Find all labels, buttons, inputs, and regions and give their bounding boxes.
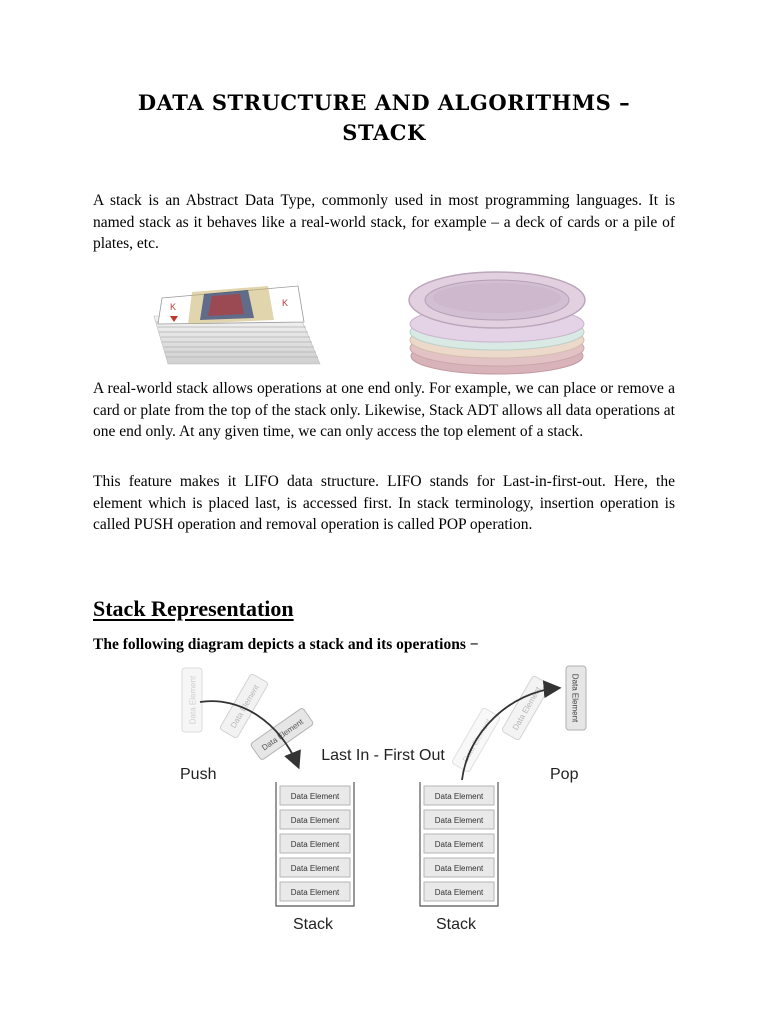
pop-element-3-label: Data Element [570, 673, 580, 723]
section-heading: Stack Representation [93, 596, 294, 621]
pile-of-plates-image [408, 270, 586, 376]
svg-text:Data Element: Data Element [290, 816, 340, 825]
pop-stack-element-3 [424, 834, 494, 853]
plates [409, 272, 585, 374]
pop-stack-element-4 [424, 858, 494, 877]
svg-text:Data Element: Data Element [290, 840, 340, 849]
svg-text:Data Element: Data Element [434, 840, 484, 849]
top-card-king [158, 286, 304, 324]
svg-text:Data Element: Data Element [434, 816, 484, 825]
document-title [80, 88, 688, 148]
push-stack-element-1 [280, 786, 350, 805]
pop-stack-label: Stack [435, 916, 477, 933]
pop-element-1-label: Data Element [460, 717, 493, 764]
svg-text:Data Element: Data Element [434, 864, 484, 873]
push-label: Push [180, 766, 217, 783]
pop-stack [420, 782, 498, 933]
lifo-paragraph: This feature makes it LIFO data structure. LIFO stands for Last-in-first-out. Here, the element which is placed last, is accessed first. In stack terminology, insertion operation is called PUSH operation and removal operation is called POP operation. [93, 473, 675, 533]
svg-text:Data Element: Data Element [434, 792, 484, 801]
diagram-caption: The following diagram depicts a stack and its operations − [93, 636, 479, 653]
pop-stack-element-2 [424, 810, 494, 829]
svg-text:Data Element: Data Element [290, 792, 340, 801]
push-stack [276, 782, 354, 933]
title-line-1: DATA STRUCTURE AND ALGORITHMS – [137, 90, 631, 115]
push-stack-element-2 [280, 810, 350, 829]
deck-of-cards-image [148, 272, 328, 374]
svg-text:Data Element: Data Element [290, 864, 340, 873]
lifo-label: Last In - First Out [321, 747, 445, 764]
stack-diagram [170, 662, 600, 942]
svg-text:K: K [170, 302, 177, 312]
push-stack-element-4 [280, 858, 350, 877]
pop-label: Pop [550, 766, 579, 783]
intro-paragraph: A stack is an Abstract Data Type, commonly used in most programming languages. It is named stack as it behaves like a real-world stack, for example – a deck of cards or a pile of plates, etc. [93, 192, 675, 252]
push-stack-label: Stack [292, 916, 334, 933]
push-element-2-label: Data Element [228, 683, 261, 730]
push-element-3-label: Data Element [260, 717, 306, 753]
push-stack-element-3 [280, 834, 350, 853]
pop-element-2-label: Data Element [510, 685, 543, 732]
pop-outgoing-element-2 [501, 675, 550, 740]
svg-text:Data Element: Data Element [290, 888, 340, 897]
push-stack-element-5 [280, 882, 350, 901]
pop-stack-element-5 [424, 882, 494, 901]
push-incoming-element-1 [182, 668, 202, 732]
pop-outgoing-element-3 [566, 666, 586, 730]
push-incoming-element-2 [219, 673, 268, 738]
real-world-paragraph: A real-world stack allows operations at one end only. For example, we can place or remove a card or plate from the top of the stack only. Likewise, Stack ADT allows all data operations at one end only. At any given time, we can only access the top element of a stack. [93, 380, 675, 440]
title-line-2: STACK [342, 120, 426, 145]
svg-text:Data Element: Data Element [434, 888, 484, 897]
svg-text:K: K [282, 298, 289, 308]
push-incoming-element-3 [250, 707, 314, 760]
push-element-1-label: Data Element [188, 675, 198, 725]
pop-stack-element-1 [424, 786, 494, 805]
